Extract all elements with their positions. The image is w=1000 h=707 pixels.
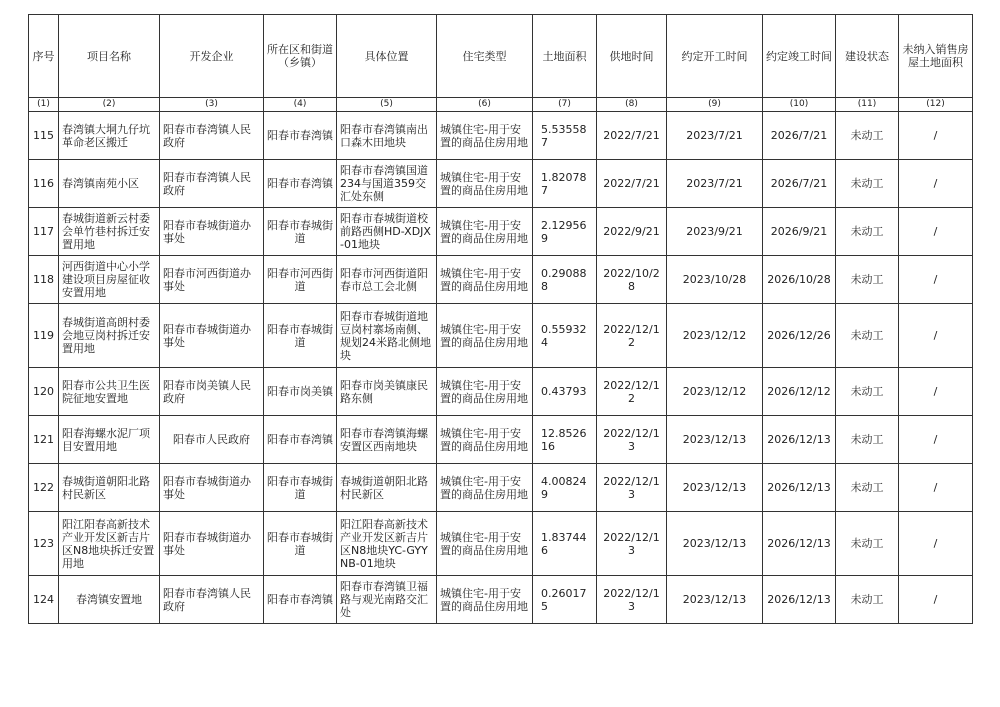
header-cell: 约定开工时间: [667, 15, 763, 98]
project-name: 阳春市公共卫生医院征地安置地: [59, 368, 160, 416]
supply-date: 2022/12/13: [597, 576, 667, 624]
supply-date: 2022/12/12: [597, 304, 667, 368]
start-date: 2023/7/21: [667, 160, 763, 208]
location: 阳春市春城街道校前路西侧HD-XDJX-01地块: [337, 208, 437, 256]
location: 阳春市春湾镇海螺安置区西南地块: [337, 416, 437, 464]
land-area: 4.008249: [533, 464, 597, 512]
supply-date: 2022/12/12: [597, 368, 667, 416]
land-supply-table: [28, 14, 973, 624]
project-name: 春湾镇大垌九仔坑革命老区搬迁: [59, 112, 160, 160]
project-name: 春城街道朝阳北路村民新区: [59, 464, 160, 512]
header-cell: 约定竣工时间: [763, 15, 836, 98]
district: 阳春市春城街道: [264, 208, 337, 256]
start-date: 2023/12/12: [667, 304, 763, 368]
header-cell: 住宅类型: [437, 15, 533, 98]
location: 阳春市岗美镇康民路东侧: [337, 368, 437, 416]
header-cell: 项目名称: [59, 15, 160, 98]
supply-date: 2022/7/21: [597, 160, 667, 208]
column-index: (3): [160, 98, 264, 112]
column-index: (4): [264, 98, 337, 112]
finish-date: 2026/12/13: [763, 464, 836, 512]
row-number: 123: [29, 512, 59, 576]
finish-date: 2026/7/21: [763, 112, 836, 160]
land-area: 2.129569: [533, 208, 597, 256]
district: 阳春市春城街道: [264, 304, 337, 368]
land-area: 5.535587: [533, 112, 597, 160]
unsold-area: /: [899, 256, 973, 304]
developer: 阳春市春城街道办事处: [160, 464, 264, 512]
project-name: 春湾镇南苑小区: [59, 160, 160, 208]
location: 阳春市河西街道阳春市总工会北侧: [337, 256, 437, 304]
column-index: (12): [899, 98, 973, 112]
finish-date: 2026/12/13: [763, 416, 836, 464]
header-cell: 具体位置: [337, 15, 437, 98]
row-number: 116: [29, 160, 59, 208]
district: 阳春市岗美镇: [264, 368, 337, 416]
location: 阳春市春城街道地豆岗村寨场南侧、规划24米路北侧地块: [337, 304, 437, 368]
finish-date: 2026/12/13: [763, 512, 836, 576]
header-cell: 序号: [29, 15, 59, 98]
supply-date: 2022/10/28: [597, 256, 667, 304]
row-number: 119: [29, 304, 59, 368]
start-date: 2023/9/21: [667, 208, 763, 256]
header-cell: 所在区和街道（乡镇）: [264, 15, 337, 98]
developer: 阳春市春湾镇人民政府: [160, 112, 264, 160]
column-index: (7): [533, 98, 597, 112]
finish-date: 2026/10/28: [763, 256, 836, 304]
column-index: (2): [59, 98, 160, 112]
supply-date: 2022/12/13: [597, 416, 667, 464]
header-cell: 建设状态: [836, 15, 899, 98]
start-date: 2023/10/28: [667, 256, 763, 304]
location: 阳春市春湾镇卫福路与观光南路交汇处: [337, 576, 437, 624]
finish-date: 2026/12/26: [763, 304, 836, 368]
column-index-row: [29, 98, 973, 112]
housing-type: 城镇住宅-用于安置的商品住房用地: [437, 112, 533, 160]
project-name: 春城街道高朗村委会地豆岗村拆迁安置用地: [59, 304, 160, 368]
district: 阳春市春湾镇: [264, 112, 337, 160]
construction-status: 未动工: [836, 416, 899, 464]
table-row: [29, 304, 973, 368]
unsold-area: /: [899, 112, 973, 160]
housing-type: 城镇住宅-用于安置的商品住房用地: [437, 576, 533, 624]
developer: 阳春市春城街道办事处: [160, 512, 264, 576]
developer: 阳春市河西街道办事处: [160, 256, 264, 304]
land-area: 0.43793: [533, 368, 597, 416]
housing-type: 城镇住宅-用于安置的商品住房用地: [437, 160, 533, 208]
project-name: 阳春海螺水泥厂项目安置用地: [59, 416, 160, 464]
row-number: 118: [29, 256, 59, 304]
district: 阳春市春城街道: [264, 512, 337, 576]
row-number: 121: [29, 416, 59, 464]
unsold-area: /: [899, 576, 973, 624]
unsold-area: /: [899, 368, 973, 416]
start-date: 2023/12/13: [667, 464, 763, 512]
table-row: [29, 208, 973, 256]
supply-date: 2022/12/13: [597, 464, 667, 512]
developer: 阳春市春城街道办事处: [160, 208, 264, 256]
row-number: 117: [29, 208, 59, 256]
table-row: [29, 464, 973, 512]
district: 阳春市河西街道: [264, 256, 337, 304]
column-index: (9): [667, 98, 763, 112]
start-date: 2023/12/13: [667, 512, 763, 576]
project-name: 春城街道新云村委会单竹巷村拆迁安置用地: [59, 208, 160, 256]
land-area: 1.820787: [533, 160, 597, 208]
land-area: 12.852616: [533, 416, 597, 464]
land-area: 0.290888: [533, 256, 597, 304]
supply-date: 2022/9/21: [597, 208, 667, 256]
finish-date: 2026/12/12: [763, 368, 836, 416]
location: 阳春市春湾镇南出口森木田地块: [337, 112, 437, 160]
construction-status: 未动工: [836, 160, 899, 208]
start-date: 2023/12/13: [667, 416, 763, 464]
unsold-area: /: [899, 304, 973, 368]
header-cell: 供地时间: [597, 15, 667, 98]
table-row: [29, 112, 973, 160]
table-body: [29, 112, 973, 624]
location: 阳春市春湾镇国道234与国道359交汇处东侧: [337, 160, 437, 208]
supply-date: 2022/7/21: [597, 112, 667, 160]
header-cell: 开发企业: [160, 15, 264, 98]
column-index: (5): [337, 98, 437, 112]
table-row: [29, 416, 973, 464]
row-number: 122: [29, 464, 59, 512]
developer: 阳春市春湾镇人民政府: [160, 160, 264, 208]
column-index: (8): [597, 98, 667, 112]
construction-status: 未动工: [836, 464, 899, 512]
start-date: 2023/12/13: [667, 576, 763, 624]
housing-type: 城镇住宅-用于安置的商品住房用地: [437, 368, 533, 416]
table-row: [29, 512, 973, 576]
project-name: 河西街道中心小学建设项目房屋征收安置用地: [59, 256, 160, 304]
unsold-area: /: [899, 464, 973, 512]
construction-status: 未动工: [836, 112, 899, 160]
start-date: 2023/7/21: [667, 112, 763, 160]
column-index: (10): [763, 98, 836, 112]
header-cell: 土地面积: [533, 15, 597, 98]
project-name: 春湾镇安置地: [59, 576, 160, 624]
table-row: [29, 256, 973, 304]
developer: 阳春市人民政府: [160, 416, 264, 464]
row-number: 120: [29, 368, 59, 416]
table-row: [29, 368, 973, 416]
column-index: (11): [836, 98, 899, 112]
housing-type: 城镇住宅-用于安置的商品住房用地: [437, 512, 533, 576]
district: 阳春市春湾镇: [264, 416, 337, 464]
district: 阳春市春城街道: [264, 464, 337, 512]
unsold-area: /: [899, 160, 973, 208]
construction-status: 未动工: [836, 208, 899, 256]
construction-status: 未动工: [836, 576, 899, 624]
construction-status: 未动工: [836, 304, 899, 368]
table-row: [29, 160, 973, 208]
table-row: [29, 576, 973, 624]
finish-date: 2026/9/21: [763, 208, 836, 256]
column-index: (6): [437, 98, 533, 112]
construction-status: 未动工: [836, 256, 899, 304]
developer: 阳春市春城街道办事处: [160, 304, 264, 368]
housing-type: 城镇住宅-用于安置的商品住房用地: [437, 208, 533, 256]
start-date: 2023/12/12: [667, 368, 763, 416]
developer: 阳春市春湾镇人民政府: [160, 576, 264, 624]
unsold-area: /: [899, 416, 973, 464]
row-number: 115: [29, 112, 59, 160]
construction-status: 未动工: [836, 512, 899, 576]
housing-type: 城镇住宅-用于安置的商品住房用地: [437, 416, 533, 464]
unsold-area: /: [899, 208, 973, 256]
housing-type: 城镇住宅-用于安置的商品住房用地: [437, 304, 533, 368]
construction-status: 未动工: [836, 368, 899, 416]
project-name: 阳江阳春高新技术产业开发区新吉片区N8地块拆迁安置用地: [59, 512, 160, 576]
housing-type: 城镇住宅-用于安置的商品住房用地: [437, 256, 533, 304]
unsold-area: /: [899, 512, 973, 576]
district: 阳春市春湾镇: [264, 160, 337, 208]
land-area: 1.837446: [533, 512, 597, 576]
location: 阳江阳春高新技术产业开发区新吉片区N8地块YC-GYYNB-01地块: [337, 512, 437, 576]
row-number: 124: [29, 576, 59, 624]
supply-date: 2022/12/13: [597, 512, 667, 576]
finish-date: 2026/7/21: [763, 160, 836, 208]
header-cell: 未纳入销售房屋土地面积: [899, 15, 973, 98]
column-index: (1): [29, 98, 59, 112]
location: 春城街道朝阳北路村民新区: [337, 464, 437, 512]
district: 阳春市春湾镇: [264, 576, 337, 624]
finish-date: 2026/12/13: [763, 576, 836, 624]
land-area: 0.559324: [533, 304, 597, 368]
housing-type: 城镇住宅-用于安置的商品住房用地: [437, 464, 533, 512]
land-area: 0.260175: [533, 576, 597, 624]
developer: 阳春市岗美镇人民政府: [160, 368, 264, 416]
header-row: [29, 15, 973, 98]
